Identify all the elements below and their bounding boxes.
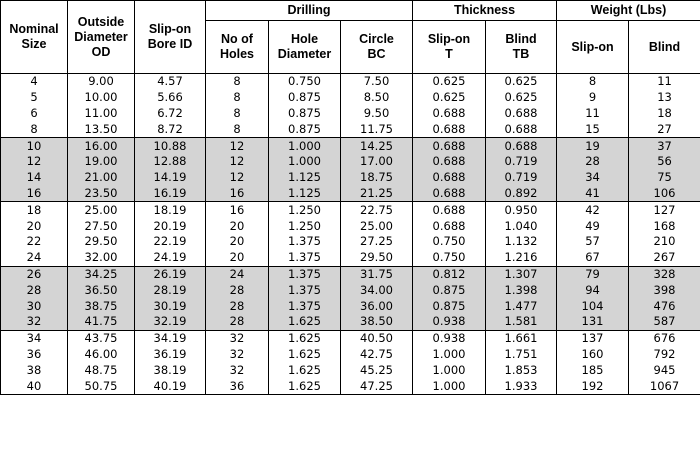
cell-weight-blind: 328 <box>629 266 700 282</box>
cell-circle-bc: 42.75 <box>341 347 413 363</box>
cell-circle-bc: 38.50 <box>341 314 413 330</box>
cell-nominal-size: 16 <box>1 186 68 202</box>
cell-outside-diameter: 34.25 <box>68 266 135 282</box>
cell-no-of-holes: 8 <box>206 90 269 106</box>
cell-nominal-size: 36 <box>1 347 68 363</box>
cell-weight-blind: 37 <box>629 138 700 154</box>
cell-thickness-t: 0.875 <box>413 282 486 298</box>
cell-thickness-tb: 0.892 <box>486 186 557 202</box>
cell-outside-diameter: 23.50 <box>68 186 135 202</box>
header-bore-line-1: Slip-on <box>148 22 192 36</box>
cell-thickness-t: 1.000 <box>413 378 486 394</box>
cell-thickness-tb: 1.307 <box>486 266 557 282</box>
header-outside-line-3: OD <box>91 44 111 59</box>
table-row <box>1 314 700 330</box>
table-row <box>1 218 700 234</box>
cell-hole-diameter: 1.375 <box>269 282 341 298</box>
cell-weight-slip-on: 192 <box>557 378 629 394</box>
cell-weight-slip-on: 28 <box>557 154 629 170</box>
cell-weight-blind: 210 <box>629 234 700 250</box>
cell-outside-diameter: 16.00 <box>68 138 135 154</box>
cell-outside-diameter: 46.00 <box>68 347 135 363</box>
cell-weight-slip-on: 19 <box>557 138 629 154</box>
cell-hole-diameter: 0.875 <box>269 121 341 137</box>
header-weight-slip-on: Slip-on <box>557 21 629 74</box>
cell-bore-id: 24.19 <box>135 250 206 266</box>
cell-circle-bc: 29.50 <box>341 250 413 266</box>
cell-outside-diameter: 41.75 <box>68 314 135 330</box>
header-weight-blind: Blind <box>629 21 700 74</box>
cell-outside-diameter: 32.00 <box>68 250 135 266</box>
cell-bore-id: 38.19 <box>135 362 206 378</box>
cell-weight-blind: 476 <box>629 298 700 314</box>
cell-hole-diameter: 1.375 <box>269 298 341 314</box>
cell-no-of-holes: 20 <box>206 234 269 250</box>
cell-weight-slip-on: 137 <box>557 330 629 346</box>
cell-bore-id: 14.19 <box>135 170 206 186</box>
cell-thickness-tb: 0.719 <box>486 154 557 170</box>
table-row <box>1 170 700 186</box>
cell-thickness-t: 0.938 <box>413 314 486 330</box>
cell-no-of-holes: 28 <box>206 298 269 314</box>
cell-thickness-t: 0.812 <box>413 266 486 282</box>
table-row <box>1 121 700 137</box>
header-holes-line-1: No of <box>221 32 253 46</box>
cell-outside-diameter: 11.00 <box>68 106 135 122</box>
cell-weight-blind: 106 <box>629 186 700 202</box>
cell-bore-id: 28.19 <box>135 282 206 298</box>
cell-hole-diameter: 1.250 <box>269 202 341 218</box>
cell-no-of-holes: 12 <box>206 154 269 170</box>
cell-thickness-tb: 1.398 <box>486 282 557 298</box>
cell-no-of-holes: 20 <box>206 250 269 266</box>
header-nominal-line-1: Nominal <box>9 22 59 36</box>
cell-outside-diameter: 36.50 <box>68 282 135 298</box>
cell-no-of-holes: 32 <box>206 347 269 363</box>
cell-weight-slip-on: 9 <box>557 90 629 106</box>
cell-outside-diameter: 50.75 <box>68 378 135 394</box>
table-row <box>1 330 700 346</box>
cell-hole-diameter: 1.000 <box>269 154 341 170</box>
header-nominal-line-2: Size <box>21 37 47 51</box>
cell-bore-id: 36.19 <box>135 347 206 363</box>
cell-bore-id: 12.88 <box>135 154 206 170</box>
cell-thickness-t: 0.688 <box>413 186 486 202</box>
cell-circle-bc: 21.25 <box>341 186 413 202</box>
cell-bore-id: 5.66 <box>135 90 206 106</box>
cell-weight-slip-on: 131 <box>557 314 629 330</box>
cell-circle-bc: 18.75 <box>341 170 413 186</box>
cell-nominal-size: 10 <box>1 138 68 154</box>
cell-hole-diameter: 0.750 <box>269 74 341 90</box>
cell-no-of-holes: 8 <box>206 106 269 122</box>
table-row <box>1 138 700 154</box>
cell-nominal-size: 40 <box>1 378 68 394</box>
cell-bore-id: 30.19 <box>135 298 206 314</box>
cell-weight-blind: 27 <box>629 121 700 137</box>
header-row-top <box>1 1 700 21</box>
cell-circle-bc: 11.75 <box>341 121 413 137</box>
cell-no-of-holes: 28 <box>206 314 269 330</box>
cell-hole-diameter: 1.250 <box>269 218 341 234</box>
cell-no-of-holes: 8 <box>206 74 269 90</box>
cell-circle-bc: 36.00 <box>341 298 413 314</box>
cell-hole-diameter: 0.875 <box>269 90 341 106</box>
cell-hole-diameter: 1.375 <box>269 250 341 266</box>
cell-no-of-holes: 36 <box>206 378 269 394</box>
cell-circle-bc: 17.00 <box>341 154 413 170</box>
cell-circle-bc: 9.50 <box>341 106 413 122</box>
cell-nominal-size: 20 <box>1 218 68 234</box>
header-bore-line-2: Bore ID <box>147 37 193 51</box>
cell-hole-diameter: 1.125 <box>269 170 341 186</box>
cell-thickness-tb: 0.625 <box>486 74 557 90</box>
cell-nominal-size: 6 <box>1 106 68 122</box>
cell-weight-slip-on: 49 <box>557 218 629 234</box>
cell-thickness-t: 0.750 <box>413 250 486 266</box>
cell-thickness-tb: 0.625 <box>486 90 557 106</box>
cell-weight-slip-on: 185 <box>557 362 629 378</box>
cell-weight-slip-on: 8 <box>557 74 629 90</box>
header-thickness-blind <box>486 21 557 74</box>
header-drilling-group: Drilling <box>206 1 413 21</box>
cell-no-of-holes: 32 <box>206 362 269 378</box>
header-hole-diameter <box>269 21 341 74</box>
cell-circle-bc: 22.75 <box>341 202 413 218</box>
cell-nominal-size: 8 <box>1 121 68 137</box>
cell-hole-diameter: 1.375 <box>269 266 341 282</box>
cell-thickness-tb: 0.688 <box>486 138 557 154</box>
cell-bore-id: 20.19 <box>135 218 206 234</box>
header-thick-blind-line-2: TB <box>512 47 530 61</box>
cell-nominal-size: 30 <box>1 298 68 314</box>
cell-bore-id: 4.57 <box>135 74 206 90</box>
cell-weight-blind: 945 <box>629 362 700 378</box>
header-slip-on-bore <box>135 1 206 74</box>
cell-bore-id: 16.19 <box>135 186 206 202</box>
cell-bore-id: 10.88 <box>135 138 206 154</box>
cell-thickness-t: 0.688 <box>413 154 486 170</box>
cell-thickness-tb: 1.751 <box>486 347 557 363</box>
cell-thickness-tb: 1.933 <box>486 378 557 394</box>
table-row <box>1 362 700 378</box>
cell-thickness-t: 0.938 <box>413 330 486 346</box>
cell-nominal-size: 18 <box>1 202 68 218</box>
cell-outside-diameter: 48.75 <box>68 362 135 378</box>
cell-thickness-tb: 0.688 <box>486 106 557 122</box>
cell-thickness-t: 0.688 <box>413 138 486 154</box>
table-row <box>1 234 700 250</box>
cell-thickness-tb: 1.040 <box>486 218 557 234</box>
cell-thickness-t: 0.688 <box>413 218 486 234</box>
cell-weight-blind: 398 <box>629 282 700 298</box>
cell-weight-blind: 13 <box>629 90 700 106</box>
header-thick-slip-line-2: T <box>445 47 453 61</box>
cell-weight-slip-on: 42 <box>557 202 629 218</box>
cell-weight-slip-on: 11 <box>557 106 629 122</box>
cell-thickness-t: 1.000 <box>413 362 486 378</box>
cell-hole-diameter: 1.625 <box>269 314 341 330</box>
cell-bore-id: 34.19 <box>135 330 206 346</box>
cell-nominal-size: 28 <box>1 282 68 298</box>
header-circle-line-2: BC <box>367 47 386 61</box>
cell-no-of-holes: 12 <box>206 170 269 186</box>
cell-hole-diameter: 1.625 <box>269 330 341 346</box>
cell-outside-diameter: 13.50 <box>68 121 135 137</box>
table-row <box>1 347 700 363</box>
cell-nominal-size: 34 <box>1 330 68 346</box>
cell-nominal-size: 32 <box>1 314 68 330</box>
cell-nominal-size: 14 <box>1 170 68 186</box>
cell-thickness-t: 1.000 <box>413 347 486 363</box>
table-header <box>1 1 700 74</box>
cell-thickness-tb: 1.853 <box>486 362 557 378</box>
header-weight-group: Weight (Lbs) <box>557 1 700 21</box>
cell-thickness-t: 0.625 <box>413 74 486 90</box>
cell-hole-diameter: 1.625 <box>269 362 341 378</box>
cell-hole-diameter: 1.125 <box>269 186 341 202</box>
cell-no-of-holes: 32 <box>206 330 269 346</box>
cell-thickness-t: 0.688 <box>413 121 486 137</box>
cell-thickness-tb: 1.132 <box>486 234 557 250</box>
cell-thickness-tb: 1.661 <box>486 330 557 346</box>
cell-circle-bc: 34.00 <box>341 282 413 298</box>
cell-weight-blind: 587 <box>629 314 700 330</box>
table-row <box>1 186 700 202</box>
cell-thickness-tb: 0.950 <box>486 202 557 218</box>
table-row <box>1 154 700 170</box>
table-row <box>1 298 700 314</box>
table-row <box>1 74 700 90</box>
table-row <box>1 282 700 298</box>
cell-weight-blind: 1067 <box>629 378 700 394</box>
header-outside-line-2: Diameter <box>74 29 128 44</box>
header-hole-dia-line-2: Diameter <box>277 47 332 61</box>
cell-outside-diameter: 10.00 <box>68 90 135 106</box>
table-row <box>1 90 700 106</box>
cell-outside-diameter: 38.75 <box>68 298 135 314</box>
cell-hole-diameter: 1.625 <box>269 378 341 394</box>
cell-nominal-size: 5 <box>1 90 68 106</box>
header-circle-bc <box>341 21 413 74</box>
cell-outside-diameter: 43.75 <box>68 330 135 346</box>
cell-circle-bc: 45.25 <box>341 362 413 378</box>
cell-weight-blind: 18 <box>629 106 700 122</box>
cell-thickness-tb: 1.581 <box>486 314 557 330</box>
cell-weight-slip-on: 160 <box>557 347 629 363</box>
cell-thickness-tb: 1.477 <box>486 298 557 314</box>
cell-thickness-tb: 0.719 <box>486 170 557 186</box>
cell-no-of-holes: 24 <box>206 266 269 282</box>
header-outside-line-1: Outside <box>77 14 125 29</box>
header-thick-blind-line-1: Blind <box>505 32 537 46</box>
header-nominal-size <box>1 1 68 74</box>
header-thickness-slip-on <box>413 21 486 74</box>
cell-no-of-holes: 16 <box>206 202 269 218</box>
table-row <box>1 266 700 282</box>
cell-weight-slip-on: 79 <box>557 266 629 282</box>
cell-thickness-t: 0.875 <box>413 298 486 314</box>
cell-weight-slip-on: 34 <box>557 170 629 186</box>
cell-weight-blind: 127 <box>629 202 700 218</box>
cell-thickness-t: 0.750 <box>413 234 486 250</box>
cell-hole-diameter: 1.375 <box>269 234 341 250</box>
cell-weight-slip-on: 94 <box>557 282 629 298</box>
cell-outside-diameter: 9.00 <box>68 74 135 90</box>
cell-thickness-tb: 0.688 <box>486 121 557 137</box>
cell-outside-diameter: 27.50 <box>68 218 135 234</box>
cell-thickness-tb: 1.216 <box>486 250 557 266</box>
cell-no-of-holes: 28 <box>206 282 269 298</box>
cell-nominal-size: 22 <box>1 234 68 250</box>
cell-hole-diameter: 0.875 <box>269 106 341 122</box>
cell-bore-id: 40.19 <box>135 378 206 394</box>
cell-weight-slip-on: 67 <box>557 250 629 266</box>
cell-nominal-size: 26 <box>1 266 68 282</box>
cell-weight-blind: 792 <box>629 347 700 363</box>
header-circle-line-1: Circle <box>359 32 394 46</box>
cell-bore-id: 22.19 <box>135 234 206 250</box>
cell-weight-blind: 267 <box>629 250 700 266</box>
cell-outside-diameter: 21.00 <box>68 170 135 186</box>
cell-thickness-t: 0.688 <box>413 106 486 122</box>
table-body <box>1 74 700 395</box>
cell-bore-id: 6.72 <box>135 106 206 122</box>
table-row <box>1 250 700 266</box>
header-thickness-group: Thickness <box>413 1 557 21</box>
cell-weight-slip-on: 57 <box>557 234 629 250</box>
cell-no-of-holes: 20 <box>206 218 269 234</box>
cell-no-of-holes: 12 <box>206 138 269 154</box>
cell-no-of-holes: 8 <box>206 121 269 137</box>
header-hole-dia-line-1: Hole <box>290 32 319 46</box>
header-thick-slip-line-1: Slip-on <box>427 32 471 46</box>
cell-circle-bc: 7.50 <box>341 74 413 90</box>
header-outside-diameter <box>68 1 135 74</box>
cell-nominal-size: 38 <box>1 362 68 378</box>
cell-no-of-holes: 16 <box>206 186 269 202</box>
cell-circle-bc: 25.00 <box>341 218 413 234</box>
header-holes-line-2: Holes <box>219 47 255 61</box>
cell-nominal-size: 4 <box>1 74 68 90</box>
cell-outside-diameter: 19.00 <box>68 154 135 170</box>
cell-bore-id: 18.19 <box>135 202 206 218</box>
cell-bore-id: 32.19 <box>135 314 206 330</box>
cell-circle-bc: 31.75 <box>341 266 413 282</box>
cell-weight-blind: 168 <box>629 218 700 234</box>
cell-weight-slip-on: 104 <box>557 298 629 314</box>
cell-weight-slip-on: 15 <box>557 121 629 137</box>
cell-thickness-t: 0.688 <box>413 170 486 186</box>
cell-circle-bc: 47.25 <box>341 378 413 394</box>
cell-weight-blind: 75 <box>629 170 700 186</box>
cell-hole-diameter: 1.625 <box>269 347 341 363</box>
cell-thickness-t: 0.688 <box>413 202 486 218</box>
table-row <box>1 202 700 218</box>
cell-hole-diameter: 1.000 <box>269 138 341 154</box>
cell-bore-id: 26.19 <box>135 266 206 282</box>
cell-weight-blind: 11 <box>629 74 700 90</box>
cell-weight-blind: 56 <box>629 154 700 170</box>
cell-weight-slip-on: 41 <box>557 186 629 202</box>
cell-nominal-size: 12 <box>1 154 68 170</box>
cell-circle-bc: 14.25 <box>341 138 413 154</box>
cell-outside-diameter: 25.00 <box>68 202 135 218</box>
cell-nominal-size: 24 <box>1 250 68 266</box>
cell-weight-blind: 676 <box>629 330 700 346</box>
cell-outside-diameter: 29.50 <box>68 234 135 250</box>
cell-circle-bc: 27.25 <box>341 234 413 250</box>
header-no-of-holes <box>206 21 269 74</box>
cell-circle-bc: 40.50 <box>341 330 413 346</box>
cell-thickness-t: 0.625 <box>413 90 486 106</box>
cell-bore-id: 8.72 <box>135 121 206 137</box>
table-row <box>1 378 700 394</box>
table-row <box>1 106 700 122</box>
cell-circle-bc: 8.50 <box>341 90 413 106</box>
